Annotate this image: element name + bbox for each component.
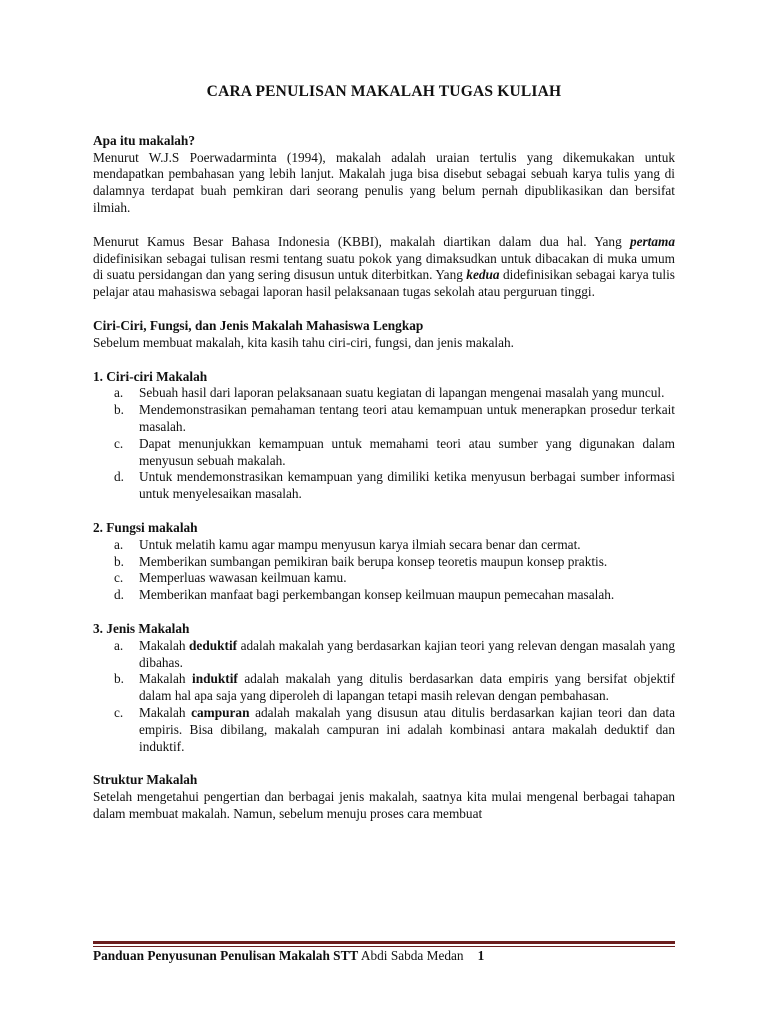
list-marker: b. xyxy=(114,402,124,418)
list-marker: a. xyxy=(114,536,124,552)
list-item-text: Sebuah hasil dari laporan pelaksanaan suatu kegiatan di lapangan mengenai masalah yang muncul. xyxy=(139,385,665,401)
paragraph-struktur: Setelah mengetahui pengertian dan berbagai jenis makalah, saatnya kita mulai mengenal berbagai tahapan dalam membuat makalah. Namun, sebelum menuju proses cara membuat xyxy=(93,789,675,821)
text-run: adalah makalah yang disusun atau ditulis berdasarkan kajian teori dan data empiris. Bisa dibilang, makalah campuran ini adalah kombinasi antara makalah deduktif dan induktif. xyxy=(139,704,675,754)
page-number: 1 xyxy=(477,948,485,963)
list-marker: a. xyxy=(114,385,124,401)
text-run: Makalah xyxy=(139,704,192,720)
list-marker: b. xyxy=(114,671,124,687)
list-item xyxy=(93,671,675,705)
list-marker: c. xyxy=(114,704,124,720)
section-heading-jenis: 3. Jenis Makalah xyxy=(93,620,190,636)
section-heading-apa-itu: Apa itu makalah? xyxy=(93,132,195,148)
term-induktif: induktif xyxy=(192,671,238,687)
text-run: Makalah xyxy=(139,671,193,687)
spacer xyxy=(93,217,675,234)
spacer xyxy=(93,604,675,621)
document-body xyxy=(93,84,675,823)
list-marker: c. xyxy=(114,570,124,586)
spacer xyxy=(93,352,675,369)
footer-divider-thick xyxy=(93,941,675,944)
section-heading-struktur: Struktur Makalah xyxy=(93,772,198,788)
list-item-text: Memperluas wawasan keilmuan kamu. xyxy=(139,570,347,586)
list-item-text: Dapat menunjukkan kemampuan untuk memahami teori atau sumber yang digunakan dalam menyusun sebuah makalah. xyxy=(139,435,675,468)
list-item-text: Memberikan sumbangan pemikiran baik berupa konsep teoretis maupun konsep praktis. xyxy=(139,553,608,569)
emphasis-pertama: pertama xyxy=(629,233,675,249)
list-item xyxy=(93,469,675,503)
paragraph-kbbi xyxy=(93,234,675,301)
list-item xyxy=(93,385,675,402)
term-deduktif: deduktif xyxy=(189,637,238,653)
list-item-text: Memberikan manfaat bagi perkembangan konsep keilmuan maupun pemecahan masalah. xyxy=(139,587,615,603)
list-item xyxy=(93,570,675,587)
list-item xyxy=(93,436,675,470)
section-heading-ciri-fungsi-jenis: Ciri-Ciri, Fungsi, dan Jenis Makalah Mahasiswa Lengkap xyxy=(93,317,424,333)
section-heading-ciri: 1. Ciri-ciri Makalah xyxy=(93,368,208,384)
list-marker: d. xyxy=(114,469,124,485)
list-item-text: Untuk mendemonstrasikan kemampuan yang dimiliki ketika menyusun berbagai sumber informasi untuk menyelesaikan masalah. xyxy=(139,469,675,502)
text-run: adalah makalah yang berdasarkan kajian teori yang relevan dengan masalah yang dibahas. xyxy=(139,637,675,670)
text-run: adalah makalah yang ditulis berdasarkan data empiris yang bersifat objektif dalam hal apa saja yang diperoleh di lapangan tetapi masih relevan dengan pembahasan. xyxy=(139,671,675,704)
footer-divider-thin xyxy=(93,946,675,947)
list-ciri xyxy=(93,385,675,503)
emphasis-kedua: kedua xyxy=(466,267,500,283)
list-item xyxy=(93,638,675,672)
page-footer xyxy=(93,948,675,964)
list-marker: d. xyxy=(114,587,124,603)
list-jenis xyxy=(93,638,675,756)
list-item xyxy=(93,537,675,554)
text-run: Makalah xyxy=(139,637,190,653)
list-item xyxy=(93,554,675,571)
text-run: Menurut Kamus Besar Bahasa Indonesia (KBBI), makalah diartikan dalam dua hal. Yang xyxy=(93,233,630,249)
list-item xyxy=(93,402,675,436)
paragraph-definition: Menurut W.J.S Poerwadarminta (1994), makalah adalah uraian tertulis yang dikemukakan untuk mendapatkan pembahasan yang lebih lanjut. Makalah juga bisa disebut sebagai sebuah karya tulis yang di dalamnya terdapat buah pemkiran dari seorang penulis yang belum pernah dipublikasikan dan bersifat ilmiah. xyxy=(93,149,675,215)
list-item-text: Mendemonstrasikan pemahaman tentang teori atau kemampuan untuk menerapkan prosedur terkait masalah. xyxy=(139,402,675,434)
section-heading-fungsi: 2. Fungsi makalah xyxy=(93,519,198,535)
spacer xyxy=(93,301,675,318)
list-item xyxy=(93,705,675,755)
term-campuran: campuran xyxy=(191,704,250,720)
list-marker: c. xyxy=(114,435,124,451)
spacer xyxy=(93,755,675,772)
text-run: didefinisikan sebagai tulisan resmi tentang suatu pokok yang dimaksudkan untuk dibacakan di muka umum di suatu persidangan dan yang sering disusun untuk diterbitkan. Yang xyxy=(93,250,675,283)
paragraph-intro: Sebelum membuat makalah, kita kasih tahu ciri-ciri, fungsi, dan jenis makalah. xyxy=(93,334,514,350)
list-item xyxy=(93,587,675,604)
text-run: didefinisikan sebagai karya tulis pelajar atau mahasiswa sebagai laporan hasil pelaksanaan tugas sekolah atau perguruan tinggi. xyxy=(93,267,675,300)
list-marker: a. xyxy=(114,637,124,653)
list-fungsi xyxy=(93,537,675,604)
footer-institution: Abdi Sabda Medan xyxy=(358,948,464,963)
spacer xyxy=(93,503,675,520)
footer-title: Panduan Penyusunan Penulisan Makalah STT xyxy=(93,948,359,963)
page-title: CARA PENULISAN MAKALAH TUGAS KULIAH xyxy=(206,83,562,100)
list-marker: b. xyxy=(114,553,124,569)
list-item-text: Untuk melatih kamu agar mampu menyusun karya ilmiah secara benar dan cermat. xyxy=(139,536,581,552)
